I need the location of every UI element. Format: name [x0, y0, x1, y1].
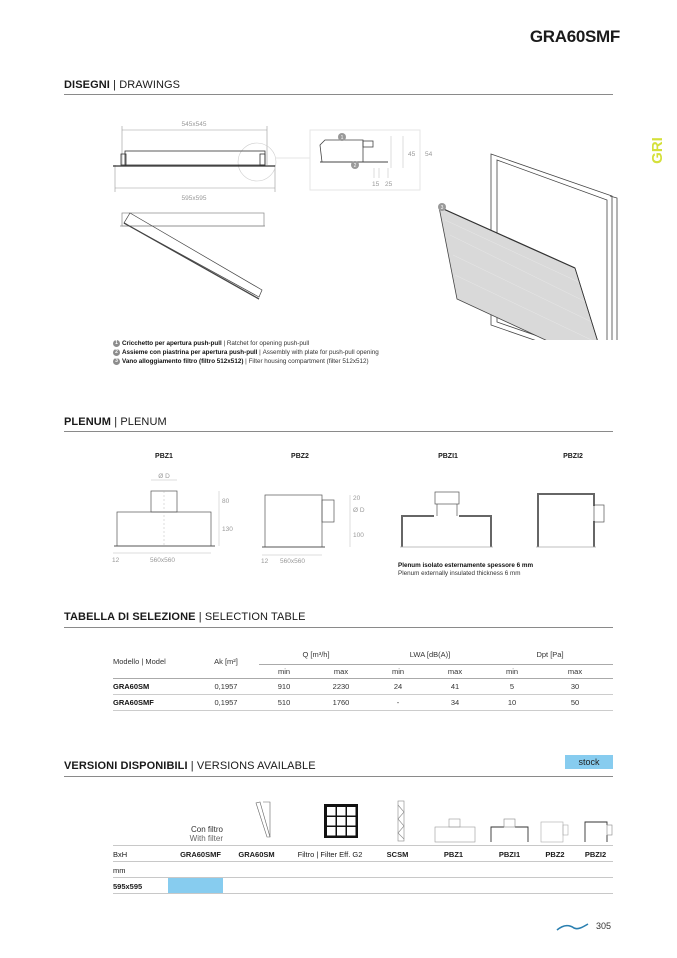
- svg-text:2: 2: [353, 163, 357, 169]
- plenum-label-pbzi1: PBZI1: [438, 453, 458, 460]
- cell-lwa-min: 24: [373, 678, 423, 694]
- col-bxh: BxH: [113, 850, 128, 859]
- legend-item: 2 Assieme con piastrina per apertura push-pull | Assembly with plate for push-pull opening: [113, 348, 379, 357]
- cell-dp-max: 30: [537, 678, 613, 694]
- svg-text:12: 12: [112, 557, 120, 564]
- versions-grid: [113, 795, 613, 895]
- selection-table: [113, 646, 613, 711]
- legend-it: Cricchetto per apertura push-pull: [122, 340, 222, 347]
- sep: |: [195, 611, 205, 623]
- col-filter: Filtro | Filter Eff. G2: [297, 850, 363, 859]
- cell-ak: 0,1957: [193, 678, 259, 694]
- cell-ak: 0,1957: [193, 694, 259, 710]
- legend-en: Ratchet for opening push-pull: [226, 340, 310, 347]
- col-header-min: min: [373, 664, 423, 678]
- col-header-max: max: [309, 664, 373, 678]
- svg-text:15: 15: [372, 181, 380, 188]
- versions-header-row: [113, 845, 613, 862]
- cell-q-min: 510: [259, 694, 309, 710]
- sep: |: [109, 79, 120, 91]
- scsm-icon: [398, 801, 404, 841]
- col-header-ak: Ak [m²]: [193, 646, 259, 678]
- table-row: [113, 678, 613, 694]
- title-en: PLENUM: [120, 416, 167, 428]
- col-pbz2: PBZ2: [545, 850, 565, 859]
- cell-q-max: 2230: [309, 678, 373, 694]
- availability-cell-gra60smf: [168, 878, 223, 893]
- svg-text:80: 80: [222, 498, 230, 505]
- grille-icon: [256, 802, 270, 837]
- svg-text:595x595: 595x595: [181, 195, 207, 202]
- title-en: VERSIONS AVAILABLE: [196, 760, 316, 772]
- col-header-max: max: [423, 664, 487, 678]
- svg-text:20: 20: [353, 495, 361, 502]
- svg-text:545x545: 545x545: [181, 121, 207, 128]
- cell-model: GRA60SMF: [113, 694, 193, 710]
- callout-badge: 2: [113, 349, 120, 356]
- col-pbzi2: PBZI2: [584, 850, 607, 859]
- col-header-min: min: [259, 664, 309, 678]
- pbzi1-icon: [491, 819, 528, 842]
- legend-en: Assembly with plate for push-pull opening: [262, 349, 379, 356]
- title-it: VERSIONI DISPONIBILI: [64, 760, 188, 772]
- col-scsm: SCSM: [386, 850, 409, 859]
- legend-en: Filter housing compartment (filter 512x512): [248, 358, 369, 365]
- cell-lwa-min: -: [373, 694, 423, 710]
- size-label: 595x595: [113, 882, 143, 891]
- col-header-max: max: [537, 664, 613, 678]
- note-en: Plenum externally insulated thickness 6 mm: [398, 570, 521, 577]
- legend-it: Assieme con piastrina per apertura push-pull: [122, 349, 258, 356]
- pbzi2-icon: [585, 822, 612, 842]
- svg-text:100: 100: [353, 532, 364, 539]
- table-row: [113, 694, 613, 710]
- title-it: DISEGNI: [64, 79, 110, 91]
- svg-text:1: 1: [340, 135, 344, 141]
- plenum-drawings: [100, 465, 620, 575]
- title-it: PLENUM: [64, 416, 112, 428]
- product-code: GRA60SMF: [529, 27, 620, 46]
- callout-badge: 3: [113, 358, 120, 365]
- page-number: 305: [596, 921, 612, 931]
- stock-badge: stock: [565, 755, 613, 769]
- section-rule: [64, 431, 613, 432]
- section-title-plenum: [64, 416, 167, 428]
- col-header-q: Q [m³/h]: [302, 650, 330, 660]
- col-gra60sm: GRA60SM: [238, 850, 275, 859]
- col-pbz1: PBZ1: [443, 850, 464, 859]
- svg-text:Ø D: Ø D: [158, 473, 170, 480]
- svg-text:54: 54: [425, 151, 433, 158]
- col-header-lwa: LWA [dB(A)]: [409, 650, 451, 660]
- note-it: Plenum isolato esternamente spessore 6 mm: [398, 562, 534, 569]
- caption-it: Con filtro: [190, 825, 223, 834]
- plenum-note: [398, 562, 533, 578]
- side-tab-label: GRI: [648, 137, 666, 164]
- col-header-min: min: [487, 664, 537, 678]
- legend-it: Vano alloggiamento filtro (filtro 512x512): [122, 358, 244, 365]
- cell-lwa-max: 41: [423, 678, 487, 694]
- col-gra60smf: GRA60SMF: [180, 850, 221, 859]
- cell-q-min: 910: [259, 678, 309, 694]
- section-rule: [64, 627, 613, 628]
- svg-text:560x560: 560x560: [150, 557, 175, 564]
- title-en: SELECTION TABLE: [204, 611, 306, 623]
- section-title-drawings: [64, 79, 180, 91]
- section-rule: [64, 94, 613, 95]
- title-en: DRAWINGS: [119, 79, 181, 91]
- section-title-selection: [64, 611, 306, 623]
- cell-dp-min: 10: [487, 694, 537, 710]
- brand-logo-icon: [556, 922, 590, 932]
- sep: |: [111, 416, 121, 428]
- versions-unit-row: [113, 862, 613, 878]
- caption-en: With filter: [189, 834, 223, 843]
- plenum-label-pbzi2: PBZI2: [563, 453, 583, 460]
- filter-icon: [324, 804, 358, 838]
- cell-dp-min: 5: [487, 678, 537, 694]
- svg-text:Ø D: Ø D: [353, 507, 365, 514]
- pbz2-icon: [541, 822, 568, 842]
- svg-text:25: 25: [385, 181, 393, 188]
- legend-item: 1 Cricchetto per apertura push-pull | Ratchet for opening push-pull: [113, 339, 379, 348]
- cell-q-max: 1760: [309, 694, 373, 710]
- filter-caption: [173, 825, 223, 843]
- cell-dp-max: 50: [537, 694, 613, 710]
- drawing-legend: [113, 339, 379, 366]
- versions-size-row: [113, 878, 613, 894]
- svg-text:560x560: 560x560: [280, 558, 305, 565]
- col-header-dp: Dpt [Pa]: [536, 650, 564, 660]
- plenum-label-pbz1: PBZ1: [155, 453, 173, 460]
- plenum-label-pbz2: PBZ2: [291, 453, 309, 460]
- side-tab: [650, 130, 670, 170]
- cell-lwa-max: 34: [423, 694, 487, 710]
- col-header-model: Modello | Model: [113, 646, 193, 678]
- section-rule: [64, 776, 613, 777]
- svg-text:130: 130: [222, 526, 233, 533]
- section-title-versions: [64, 760, 316, 772]
- pbz1-icon: [435, 819, 475, 842]
- svg-text:3: 3: [440, 205, 444, 211]
- unit-label: mm: [113, 866, 126, 875]
- svg-text:45: 45: [408, 151, 416, 158]
- cell-model: GRA60SM: [113, 678, 193, 694]
- legend-item: 3 Vano alloggiamento filtro (filtro 512x512) | Filter housing compartment (filter 512x512): [113, 357, 379, 366]
- title-it: TABELLA DI SELEZIONE: [64, 611, 196, 623]
- callout-badge: 1: [113, 340, 120, 347]
- svg-text:12: 12: [261, 558, 269, 565]
- technical-drawing: [110, 110, 630, 340]
- col-pbzi1: PBZI1: [498, 850, 521, 859]
- sep: |: [187, 760, 197, 772]
